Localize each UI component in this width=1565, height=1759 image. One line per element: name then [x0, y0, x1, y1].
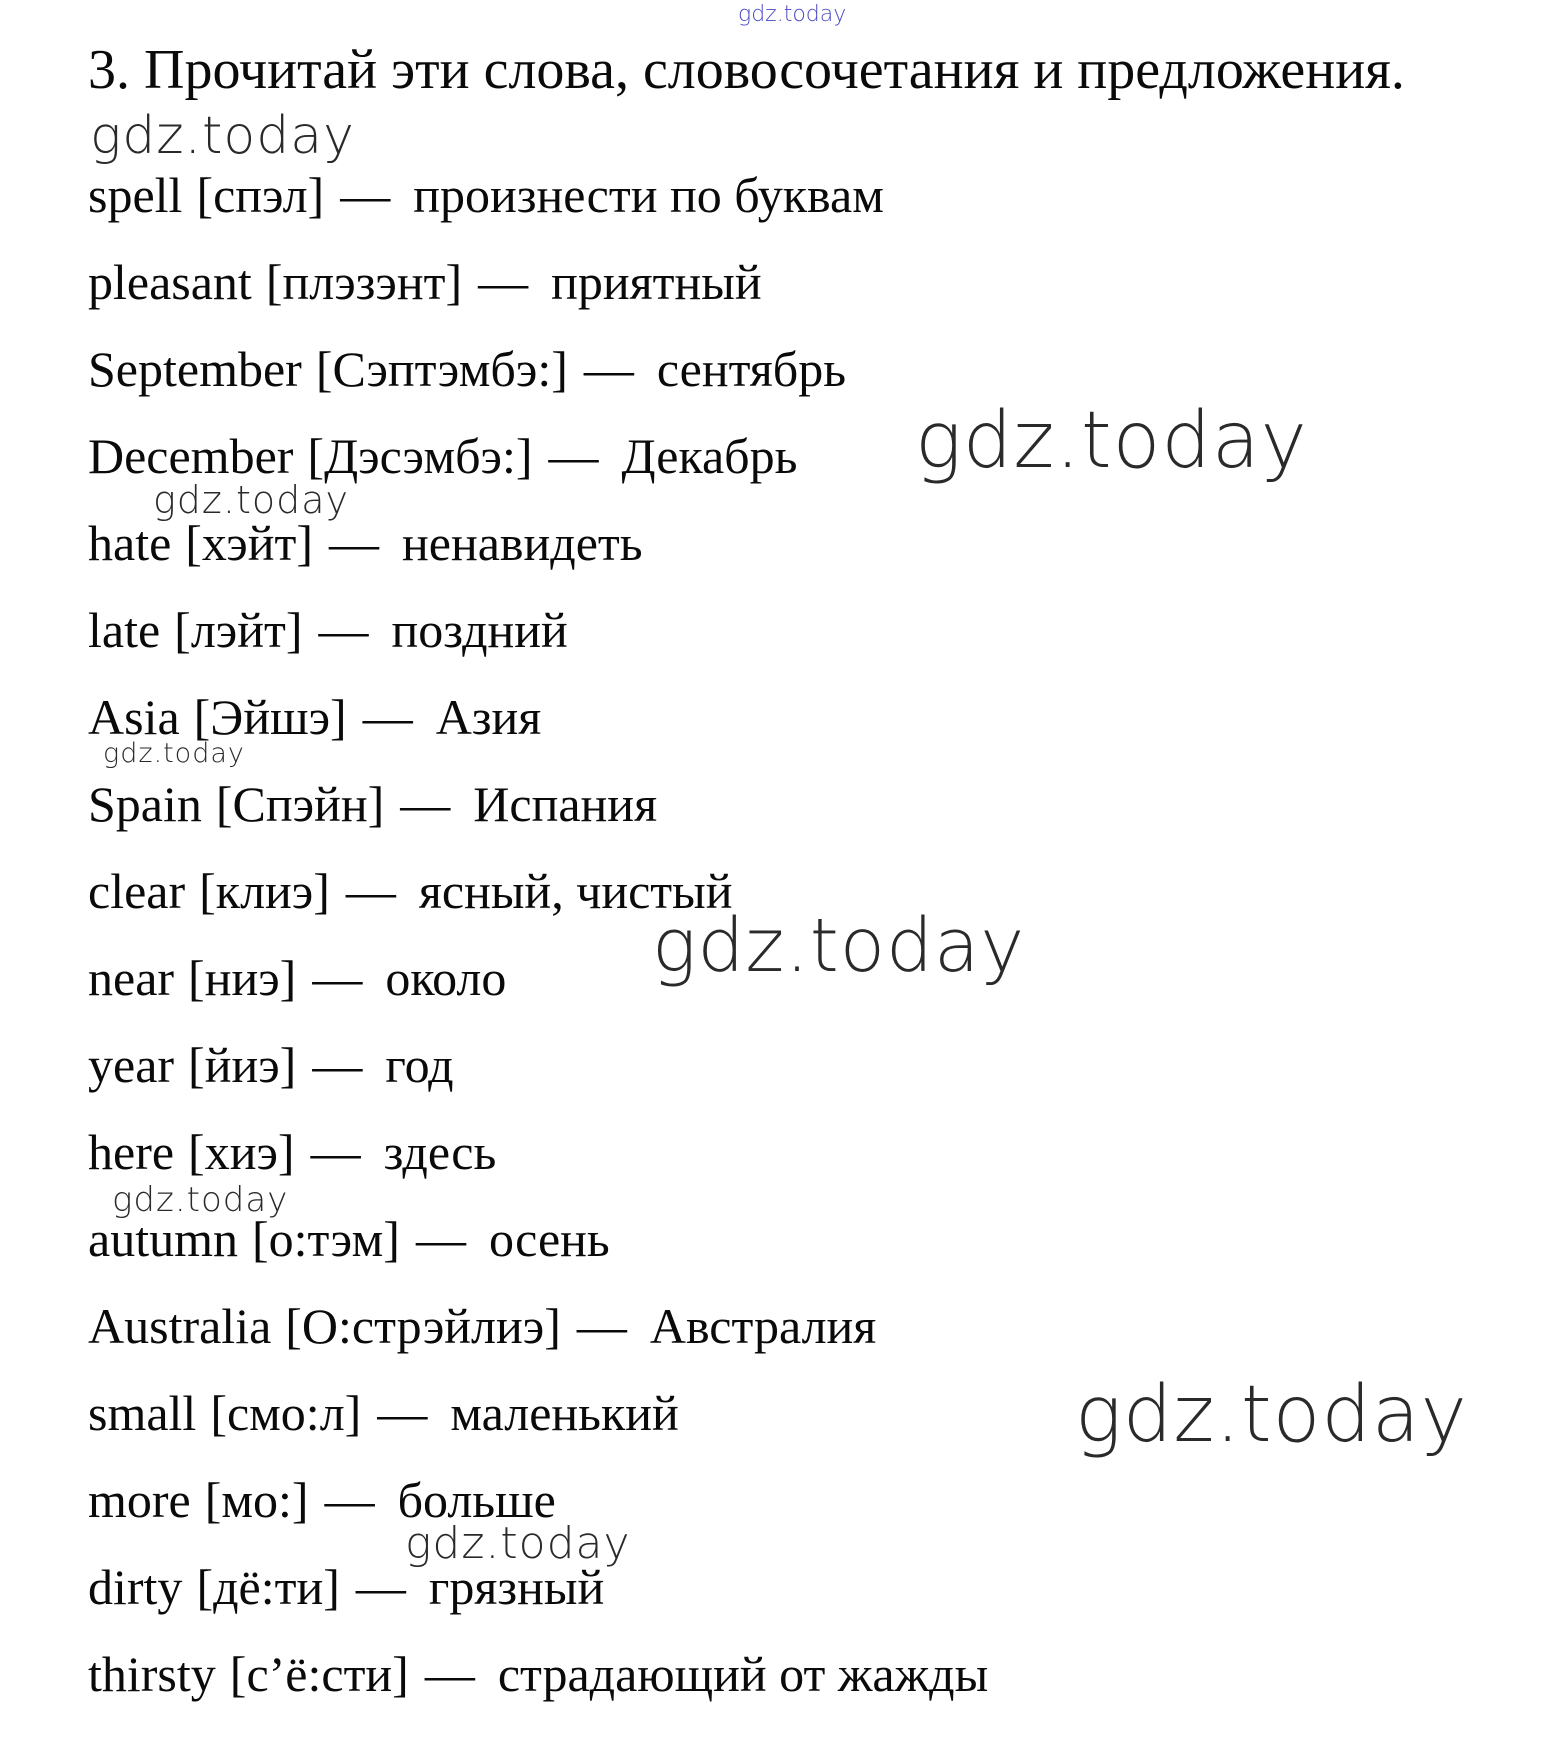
vocabulary-list — [88, 151, 1488, 1717]
vocab-word: late — [88, 601, 161, 658]
vocab-word: spell — [88, 166, 183, 223]
vocab-line — [88, 1021, 1488, 1108]
vocab-line — [88, 1195, 1488, 1282]
vocab-translation: здесь — [383, 1123, 497, 1180]
vocab-translation: страдающий от жажды — [497, 1645, 989, 1702]
vocab-translation: маленький — [450, 1384, 679, 1441]
vocab-transcription: [Дэсэмбэ:] — [307, 427, 533, 484]
watermark-under-asia: gdz.today — [103, 738, 245, 769]
vocab-transcription: [смо:л] — [210, 1384, 362, 1441]
vocab-separator: — — [355, 1558, 407, 1615]
vocab-transcription: [Эйшэ] — [193, 688, 347, 745]
vocab-word: clear — [88, 862, 186, 919]
vocab-translation: сентябрь — [656, 340, 847, 397]
vocab-line — [88, 1282, 1488, 1369]
vocab-translation: больше — [397, 1471, 556, 1528]
vocab-line — [88, 1456, 1488, 1543]
vocab-line — [88, 499, 1488, 586]
vocab-translation: осень — [488, 1210, 610, 1267]
vocab-separator: — — [377, 1384, 429, 1441]
vocab-translation: приятный — [551, 253, 762, 310]
vocab-separator: — — [310, 1123, 362, 1180]
vocab-line — [88, 934, 1488, 1021]
vocab-word: autumn — [88, 1210, 238, 1267]
vocab-translation: грязный — [428, 1558, 605, 1615]
vocab-word: thirsty — [88, 1645, 216, 1702]
vocab-line — [88, 1630, 1488, 1717]
vocab-line — [88, 151, 1488, 238]
vocab-transcription: [Спэйн] — [215, 775, 385, 832]
vocab-line — [88, 1543, 1488, 1630]
vocab-translation: ясный, чистый — [418, 862, 733, 919]
watermark-bottom-right: gdz.today — [1075, 1370, 1468, 1460]
vocab-line — [88, 847, 1488, 934]
vocab-line — [88, 586, 1488, 673]
vocab-transcription: [о:тэм] — [251, 1210, 400, 1267]
watermark-right-of-december: gdz.today — [915, 396, 1308, 486]
vocab-separator: — — [548, 427, 600, 484]
watermark-under-december: gdz.today — [153, 478, 349, 522]
vocab-transcription: [мо:] — [204, 1471, 309, 1528]
vocab-separator: — — [324, 1471, 376, 1528]
vocab-line — [88, 325, 1488, 412]
vocab-separator: — — [312, 1036, 364, 1093]
vocab-transcription: [спэл] — [196, 166, 325, 223]
vocab-line — [88, 1108, 1488, 1195]
vocab-word: pleasant — [88, 253, 252, 310]
vocab-word: Australia — [88, 1297, 272, 1354]
vocab-separator: — — [329, 514, 380, 571]
vocab-separator: — — [583, 340, 635, 397]
vocab-translation: Декабрь — [621, 427, 798, 484]
vocab-separator: — — [318, 601, 370, 658]
vocab-word: here — [88, 1123, 175, 1180]
vocab-transcription: [хэйт] — [185, 514, 313, 571]
watermark-above-autumn: gdz.today — [112, 1180, 289, 1220]
vocab-word: year — [88, 1036, 175, 1093]
watermark-top: gdz.today — [738, 2, 847, 27]
vocab-transcription: [ниэ] — [188, 949, 297, 1006]
vocab-word: more — [88, 1471, 191, 1528]
vocab-transcription: [хиэ] — [188, 1123, 295, 1180]
vocab-transcription: [клиэ] — [199, 862, 330, 919]
vocab-translation: ненавидеть — [402, 514, 643, 571]
watermark-above-dirty: gdz.today — [405, 1518, 631, 1569]
vocab-line — [88, 238, 1488, 325]
vocab-separator: — — [400, 775, 452, 832]
vocab-transcription: [дё:ти] — [196, 1558, 340, 1615]
watermark-middle-right: gdz.today — [652, 903, 1026, 989]
vocab-translation: год — [385, 1036, 454, 1093]
vocab-transcription: [лэйт] — [174, 601, 303, 658]
vocab-separator: — — [362, 688, 414, 745]
vocab-line — [88, 673, 1488, 760]
vocab-word: September — [88, 340, 302, 397]
vocab-line — [88, 1369, 1488, 1456]
vocab-word: dirty — [88, 1558, 183, 1615]
vocab-transcription: [йиэ] — [188, 1036, 297, 1093]
vocab-separator: — — [576, 1297, 628, 1354]
vocab-transcription: [О:стрэйлиэ] — [285, 1297, 561, 1354]
watermark-under-title: gdz.today — [90, 106, 355, 166]
vocab-translation: около — [385, 949, 507, 1006]
vocab-separator: — — [415, 1210, 467, 1267]
vocab-translation: поздний — [391, 601, 568, 658]
vocab-line — [88, 412, 1488, 499]
vocab-word: Asia — [88, 688, 180, 745]
vocab-transcription: [плэзэнт] — [265, 253, 463, 310]
vocab-word: hate — [88, 514, 172, 571]
vocab-translation: произнести по буквам — [413, 166, 884, 223]
vocab-transcription: [с’ё:сти] — [229, 1645, 409, 1702]
vocab-separator: — — [345, 862, 397, 919]
vocab-translation: Азия — [435, 688, 542, 745]
vocab-word: near — [88, 949, 175, 1006]
vocab-line — [88, 760, 1488, 847]
vocab-word: Spain — [88, 775, 202, 832]
exercise-title: 3. Прочитай эти слова, словосочетания и предложения. — [88, 39, 1405, 101]
vocab-transcription: [Сэптэмбэ:] — [315, 340, 568, 397]
vocab-separator: — — [340, 166, 392, 223]
vocab-translation: Испания — [473, 775, 658, 832]
vocab-separator: — — [424, 1645, 476, 1702]
vocab-separator: — — [478, 253, 530, 310]
vocab-translation: Австралия — [649, 1297, 877, 1354]
vocab-word: December — [88, 427, 294, 484]
vocab-word: small — [88, 1384, 197, 1441]
vocab-separator: — — [312, 949, 364, 1006]
